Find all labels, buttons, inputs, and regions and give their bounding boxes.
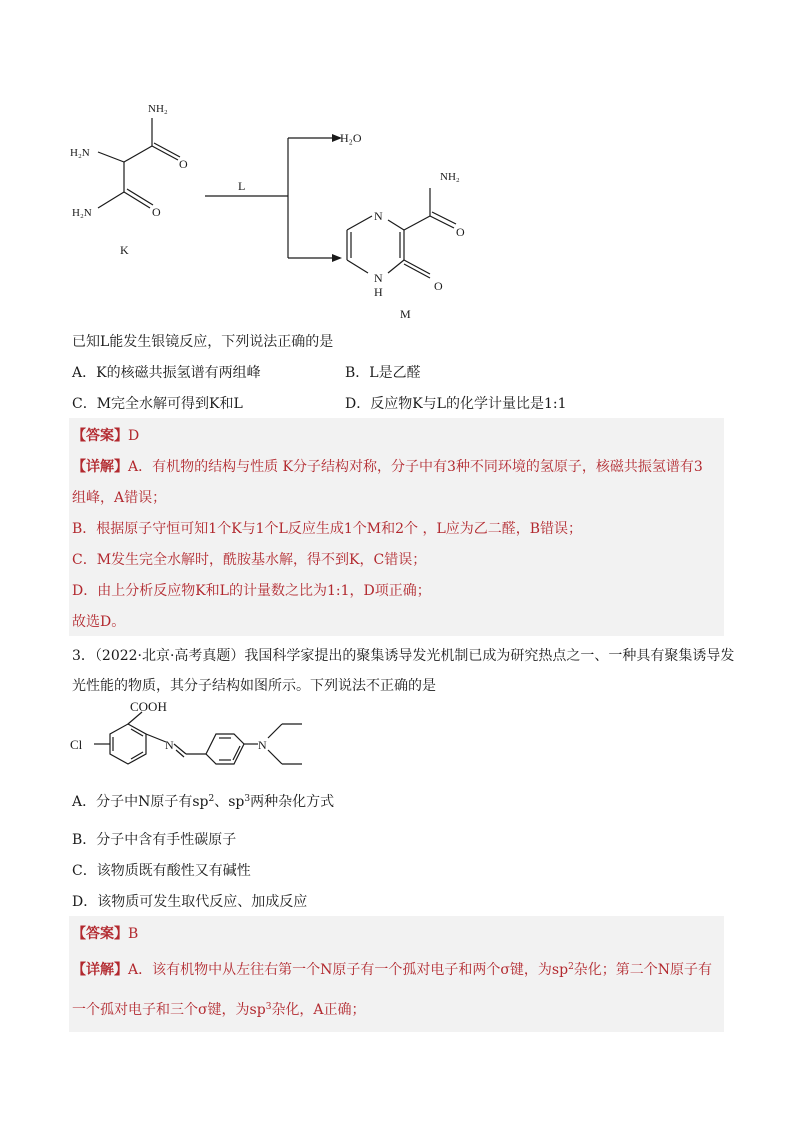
q2-detail-6: 故选D。 — [72, 614, 126, 630]
q2-option-b: B．L是乙醛 — [345, 365, 421, 381]
reaction-scheme — [60, 90, 480, 325]
q2-option-c: C．M完全水解可得到K和L — [72, 396, 243, 412]
q2-detail-1: 【详解】A．有机物的结构与性质 K分子结构对称，分子中有3种不同环境的氢原子，核磁共振氢谱有3 — [72, 459, 703, 475]
l-label: L — [238, 179, 246, 193]
q3-detail-2: 一个孤对电子和三个σ键，为$sp^3$杂化，A正确； — [72, 1002, 366, 1018]
k-o-top: O — [179, 157, 188, 171]
k-nh2-top: NH₂ — [148, 103, 168, 115]
q3-molecule — [70, 698, 330, 790]
q3-detail-1: 【详解】A．该有机物中从左往右第一个N原子有一个孤对电子和两个σ键，为$sp^2$杂化；第二个N原子有 — [72, 962, 713, 978]
k-h2n-bottom: H₂N — [72, 207, 92, 219]
q2-answer: 【答案】D — [72, 428, 140, 444]
q3-option-d: D．该物质可发生取代反应、加成反应 — [72, 894, 308, 910]
m-n-top: N — [374, 209, 383, 223]
reaction-arrow — [205, 138, 340, 258]
mol-cooh: COOH — [130, 699, 167, 714]
m-label: M — [400, 307, 411, 321]
q3-stem-line-2: 光性能的物质，其分子结构如图所示。下列说法不正确的是 — [72, 678, 436, 694]
q2-detail-2: 组峰，A错误； — [72, 490, 167, 506]
m-o-bottom: O — [434, 279, 443, 293]
q3-option-c: C．该物质既有酸性又有碱性 — [72, 863, 251, 879]
q3-answer: 【答案】B — [72, 926, 139, 942]
q2-stem: 已知L能发生银镜反应，下列说法正确的是 — [72, 334, 334, 350]
m-o-right: O — [456, 225, 465, 239]
q2-detail-3: B．根据原子守恒可知1个K与1个L反应生成1个M和2个 ，L应为乙二醛，B错误； — [72, 521, 583, 537]
q2-option-d: D．反应物K与L的化学计量比是1:1 — [345, 396, 567, 412]
m-h: H — [374, 285, 383, 299]
molecule-m — [347, 188, 456, 278]
k-h2n: H₂N — [70, 147, 90, 159]
mol-n-imine: N — [165, 738, 174, 752]
q2-option-a: A．K的核磁共振氢谱有两组峰 — [72, 365, 261, 381]
q3-stem-line-1: 3．（2022·北京·高考真题）我国科学家提出的聚集诱导发光机制已成为研究热点之一、一种具有聚集诱导发 — [72, 648, 735, 664]
m-nh2: NH₂ — [440, 171, 460, 183]
q3-option-b: B．分子中含有手性碳原子 — [72, 832, 237, 848]
m-n-bottom: N — [374, 271, 383, 285]
mol-n-amine: N — [258, 738, 267, 752]
k-o-bottom: O — [152, 205, 161, 219]
arrowhead-bottom — [332, 254, 342, 262]
q2-detail-5: D．由上分析反应物K和L的计量数之比为1:1，D项正确； — [72, 583, 431, 599]
q3-option-a: A．分子中N原子有$sp^2$、$sp^3$两种杂化方式 — [72, 794, 335, 810]
molecule-k — [98, 118, 180, 208]
k-label: K — [120, 243, 129, 257]
q2-detail-4: C．M发生完全水解时，酰胺基水解，得不到K，C错误； — [72, 552, 427, 568]
mol-cl: Cl — [70, 737, 83, 752]
h2o-product: H₂O — [340, 131, 362, 145]
